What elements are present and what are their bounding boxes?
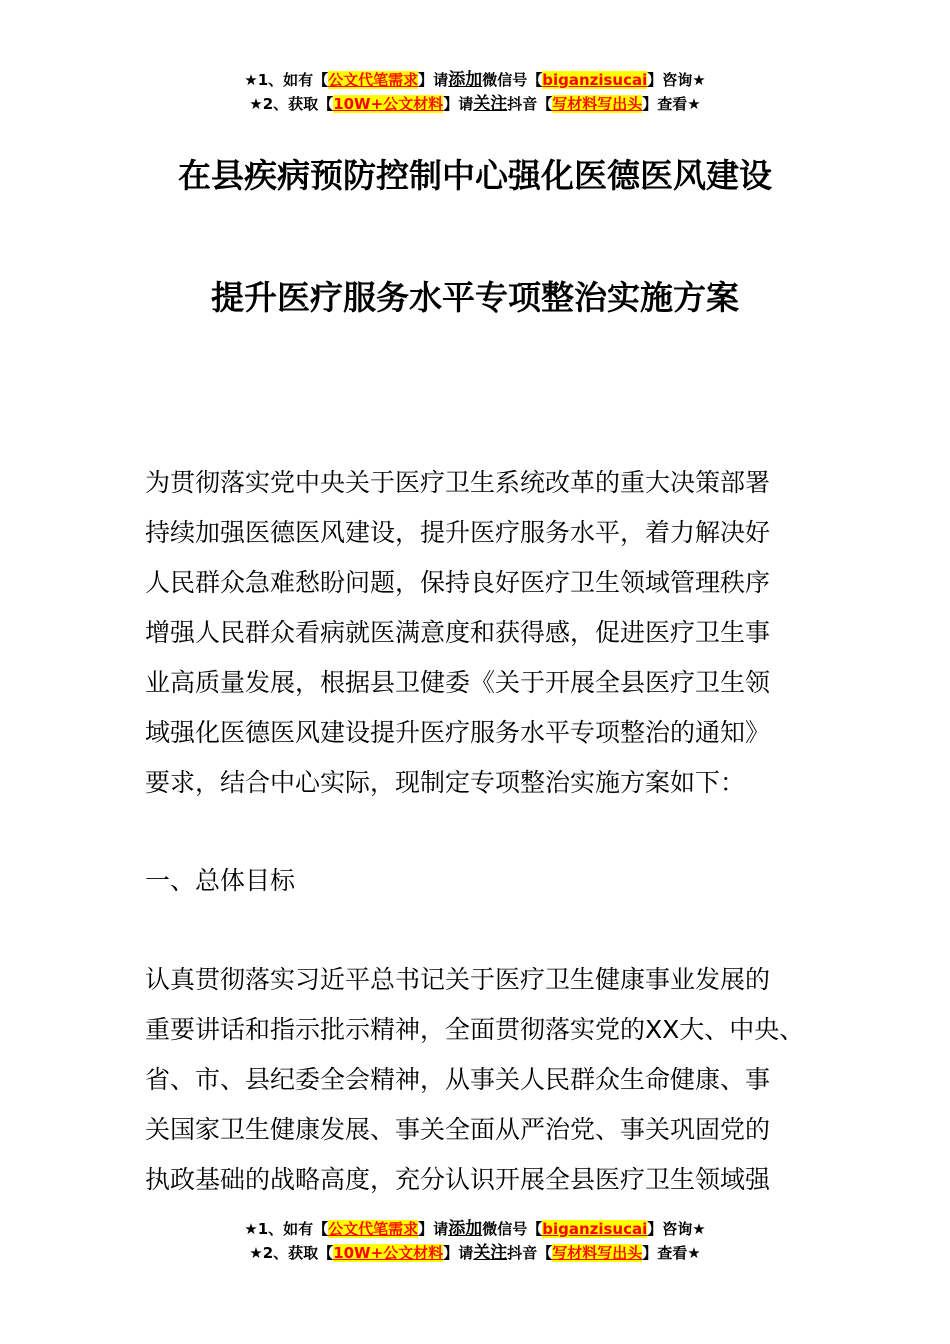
highlight: 公文代笔需求 bbox=[328, 1220, 419, 1238]
text: 】请 bbox=[418, 1220, 449, 1238]
line: 为贯彻落实党中央关于医疗卫生系统改革的重大决策部署 bbox=[145, 468, 771, 497]
title-line-1: 在县疾病预防控制中心强化医德医风建设 bbox=[178, 156, 772, 195]
footer-banner bbox=[0, 1217, 950, 1265]
line: 省、市、县纪委全会精神，从事关人民群众生命健康、事 bbox=[145, 1065, 771, 1094]
line: 关国家卫生健康发展、事关全面从严治党、事关巩固党的 bbox=[145, 1115, 771, 1144]
highlight: 10W+公文材料 bbox=[333, 95, 444, 113]
line: 持续加强医德医风建设，提升医疗服务水平，着力解决好 bbox=[145, 518, 771, 547]
text: ★2、获取【 bbox=[249, 1244, 334, 1262]
text: ★2、获取【 bbox=[249, 95, 334, 113]
highlight: biganzisucai bbox=[542, 1220, 648, 1238]
line: 增强人民群众看病就医满意度和获得感，促进医疗卫生事 bbox=[145, 618, 771, 647]
title-line-2: 提升医疗服务水平专项整治实施方案 bbox=[211, 278, 739, 317]
highlight: 写材料写出头 bbox=[552, 95, 643, 113]
highlight: 公文代笔需求 bbox=[328, 71, 419, 89]
underlined: 关注 bbox=[473, 1243, 508, 1263]
banner-line-1 bbox=[0, 68, 950, 92]
underlined: 添加 bbox=[448, 1219, 483, 1239]
line: 要求，结合中心实际，现制定专项整治实施方案如下： bbox=[145, 768, 746, 797]
highlight: 写材料写出头 bbox=[552, 1244, 643, 1262]
highlight: 10W+公文材料 bbox=[333, 1244, 444, 1262]
banner-line-2 bbox=[0, 1241, 950, 1265]
text: 】咨询★ bbox=[647, 1220, 706, 1238]
text: 】请 bbox=[443, 1244, 474, 1262]
header-banner bbox=[0, 68, 950, 116]
line: 域强化医德医风建设提升医疗服务水平专项整治的通知》 bbox=[145, 718, 771, 747]
text: 抖音【 bbox=[507, 95, 553, 113]
text: 】咨询★ bbox=[647, 71, 706, 89]
text: 】查看★ bbox=[642, 95, 701, 113]
paragraph-1 bbox=[145, 458, 825, 808]
text: 微信号【 bbox=[482, 1220, 543, 1238]
highlight: biganzisucai bbox=[542, 71, 648, 89]
text: ★1、如有【 bbox=[244, 71, 329, 89]
line: 人民群众急难愁盼问题，保持良好医疗卫生领域管理秩序 bbox=[145, 568, 771, 597]
banner-line-1 bbox=[0, 1217, 950, 1241]
underlined: 关注 bbox=[473, 94, 508, 114]
paragraph-2 bbox=[145, 955, 825, 1205]
line: 认真贯彻落实习近平总书记关于医疗卫生健康事业发展的 bbox=[145, 965, 771, 994]
text: 微信号【 bbox=[482, 71, 543, 89]
text: 】请 bbox=[443, 95, 474, 113]
line: 业高质量发展，根据县卫健委《关于开展全县医疗卫生领 bbox=[145, 668, 771, 697]
text: 】查看★ bbox=[642, 1244, 701, 1262]
text: 】请 bbox=[418, 71, 449, 89]
text: ★1、如有【 bbox=[244, 1220, 329, 1238]
text: 抖音【 bbox=[507, 1244, 553, 1262]
banner-line-2 bbox=[0, 92, 950, 116]
section-heading: 一、总体目标 bbox=[145, 866, 296, 895]
line: 执政基础的战略高度，充分认识开展全县医疗卫生领域强 bbox=[145, 1165, 771, 1194]
underlined: 添加 bbox=[448, 70, 483, 90]
line: 重要讲话和指示批示精神，全面贯彻落实党的XX大、中央、 bbox=[145, 1015, 805, 1044]
